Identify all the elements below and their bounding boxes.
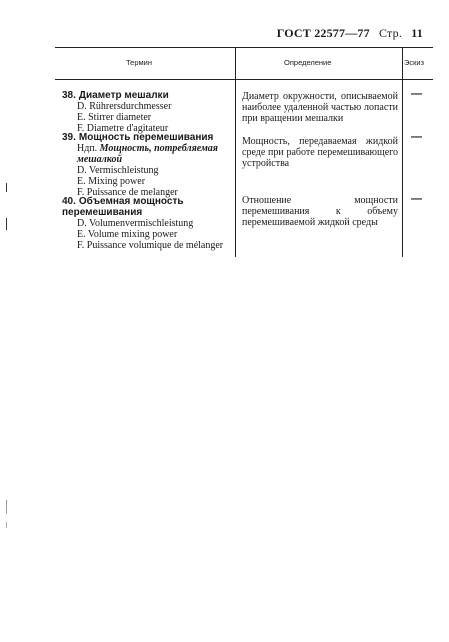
column-header-sketch: Эскиз (404, 58, 425, 67)
definition-39: Мощность, передаваемая жидкой среде при работе перемешивающего устройства (242, 136, 398, 169)
margin-mark (6, 183, 7, 192)
sketch-38: — (411, 88, 422, 100)
column-divider-2 (402, 47, 403, 257)
ndp-text: Мощность, потребляемая мешалкой (77, 143, 218, 165)
term-name: Мощность перемешивания (78, 132, 214, 143)
page-header (277, 26, 423, 41)
term-title (62, 132, 234, 143)
margin-mark (6, 500, 7, 514)
term-french: F. Puissance de melanger (77, 187, 178, 198)
margin-mark (6, 522, 7, 528)
term-name: Диаметр мешалки (78, 90, 169, 101)
term-number: 38. (62, 90, 76, 101)
margin-mark (6, 218, 7, 230)
term-german: D. Rührersdurchmesser (77, 101, 172, 112)
term-title (62, 196, 234, 218)
column-divider-1 (235, 47, 236, 257)
term-entry-39 (62, 132, 234, 198)
ndp-label: Ндп. (77, 143, 98, 154)
term-english: E. Volume mixing power (77, 229, 178, 240)
sketch-39: — (411, 131, 422, 143)
page-number: 11 (411, 26, 423, 40)
term-name: Объемная мощность перемешивания (62, 196, 184, 218)
term-german: D. Vermischleistung (77, 165, 159, 176)
term-entry-40 (62, 196, 234, 251)
table-top-border (55, 47, 433, 48)
term-not-recommended (62, 143, 234, 165)
definition-40: Отношение мощности перемешивания к объему перемешиваемой жидкой среды (242, 195, 398, 228)
column-header-term: Термин (126, 58, 152, 67)
term-number: 39. (62, 132, 76, 143)
term-french: F. Puissance volumique de mélanger (77, 240, 224, 251)
term-german: D. Volumenvermischleistung (77, 218, 194, 229)
sketch-40: — (411, 193, 422, 205)
term-entry-38 (62, 90, 234, 134)
page-label: Стр. (379, 26, 403, 40)
column-header-definition: Определение (284, 58, 332, 67)
table-header-border (55, 79, 433, 80)
definition-38: Диаметр окружности, описываемой наиболее удаленной частью лопасти при вращении мешалки (242, 91, 398, 124)
term-number: 40. (62, 196, 76, 207)
term-french: F. Diametre d'agitateur (77, 123, 169, 134)
standard-number: ГОСТ 22577—77 (276, 26, 370, 40)
term-title (62, 90, 234, 101)
term-english: E. Mixing power (77, 176, 146, 187)
term-english: E. Stirrer diameter (77, 112, 152, 123)
